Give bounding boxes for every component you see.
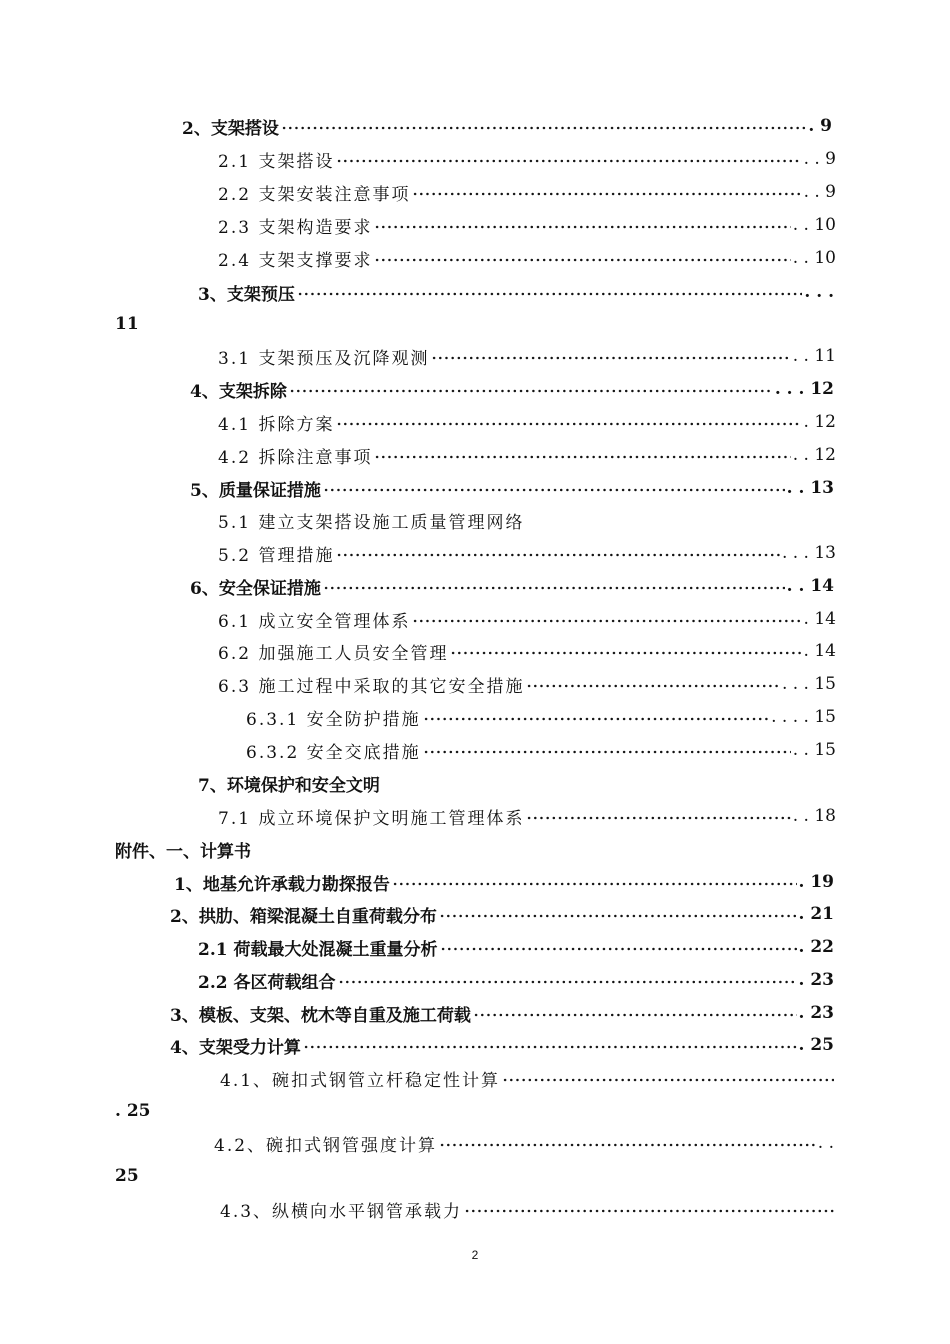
toc-entry[interactable]: 附件、一、计算书 [115, 841, 251, 862]
toc-entry[interactable]: 2.3 支架构造要求 . . 10 [218, 215, 836, 238]
toc-entry[interactable]: 4、支架拆除 . . . 12 [190, 379, 834, 402]
toc-entry[interactable]: 4.2 拆除注意事项 . . 12 [218, 445, 836, 468]
dot-leader [297, 291, 803, 297]
toc-entry[interactable]: 5.1 建立支架搭设施工质量管理网络 [218, 512, 525, 533]
toc-entry[interactable]: 2.2 各区荷载组合 . 23 [198, 970, 834, 993]
toc-entry[interactable]: 2、支架搭设 . 9 [182, 116, 832, 139]
toc-entry[interactable]: 7、环境保护和安全文明 [198, 775, 380, 796]
toc-entry[interactable]: 4.1 拆除方案 . 12 [218, 412, 836, 435]
dot-leader [439, 1142, 816, 1148]
toc-entry[interactable]: 2.1 荷载最大处混凝土重量分析 . 22 [198, 937, 834, 960]
dot-leader [392, 881, 797, 887]
toc-entry[interactable]: 1、地基允许承载力勘探报告 . 19 [174, 872, 834, 895]
dot-leader [303, 1044, 797, 1050]
toc-entry[interactable]: 4.1、碗扣式钢管立杆稳定性计算 [220, 1062, 836, 1094]
dot-leader [431, 355, 790, 361]
wrapped-page-number: 11 [115, 314, 139, 334]
toc-entry[interactable]: 6.3.1 安全防护措施 . . . . 15 [246, 707, 836, 730]
dot-leader [374, 257, 790, 263]
toc-entry[interactable]: 3、支架预压 . . . [198, 282, 834, 305]
dot-leader [526, 683, 779, 689]
dot-leader [281, 125, 806, 131]
dot-leader [439, 913, 797, 919]
dot-leader [464, 1208, 834, 1214]
toc-entry[interactable]: 5.2 管理措施 . . . 13 [218, 543, 836, 566]
dot-leader [423, 716, 769, 722]
toc-entry[interactable]: 2.2 支架安装注意事项 . . 9 [218, 182, 836, 205]
toc-entry[interactable]: 6.3 施工过程中采取的其它安全措施 . . . 15 [218, 674, 836, 697]
dot-leader [336, 158, 801, 164]
dot-leader [412, 191, 801, 197]
toc-entry[interactable]: 6.3.2 安全交底措施 . . 15 [246, 740, 836, 763]
wrapped-page-number: 25 [115, 1166, 139, 1186]
dot-leader [450, 650, 801, 656]
toc-entry[interactable]: 4.2、碗扣式钢管强度计算 . . [214, 1133, 834, 1156]
toc-entry[interactable]: 4.3、纵横向水平钢管承载力 [220, 1193, 836, 1225]
dot-leader [323, 487, 785, 493]
dot-leader [423, 749, 791, 755]
toc-entry[interactable]: 2、拱肋、箱梁混凝土自重荷载分布 . 21 [170, 904, 834, 927]
toc-entry[interactable]: 5、质量保证措施 . . 13 [190, 478, 834, 501]
toc-entry[interactable]: 3.1 支架预压及沉降观测 . . 11 [218, 346, 836, 369]
toc-entry[interactable]: 4、支架受力计算 . 25 [170, 1035, 834, 1058]
toc-entry[interactable]: 3、模板、支架、枕木等自重及施工荷载 . 23 [170, 1003, 834, 1026]
dot-leader [473, 1012, 797, 1018]
dot-leader [526, 815, 790, 821]
dot-leader [374, 224, 790, 230]
dot-leader [336, 421, 801, 427]
dot-leader [336, 552, 779, 558]
toc-entry[interactable]: 7.1 成立环境保护文明施工管理体系 . . 18 [218, 806, 836, 829]
toc-entry[interactable]: 6.2 加强施工人员安全管理 . 14 [218, 641, 836, 664]
dot-leader [323, 585, 785, 591]
dot-leader [338, 979, 797, 985]
toc-entry[interactable]: 2.1 支架搭设 . . 9 [218, 149, 836, 172]
toc-entry[interactable]: 2.4 支架支撑要求 . . 10 [218, 248, 836, 271]
page-number: 2 [471, 1248, 479, 1262]
dot-leader [412, 618, 801, 624]
toc-entry[interactable]: 6、安全保证措施 . . 14 [190, 576, 834, 599]
toc-entry[interactable]: 6.1 成立安全管理体系 . 14 [218, 609, 836, 632]
dot-leader [502, 1077, 834, 1083]
dot-leader [289, 388, 773, 394]
wrapped-page-number: . 25 [115, 1101, 151, 1121]
dot-leader [440, 946, 797, 952]
dot-leader [374, 454, 790, 460]
